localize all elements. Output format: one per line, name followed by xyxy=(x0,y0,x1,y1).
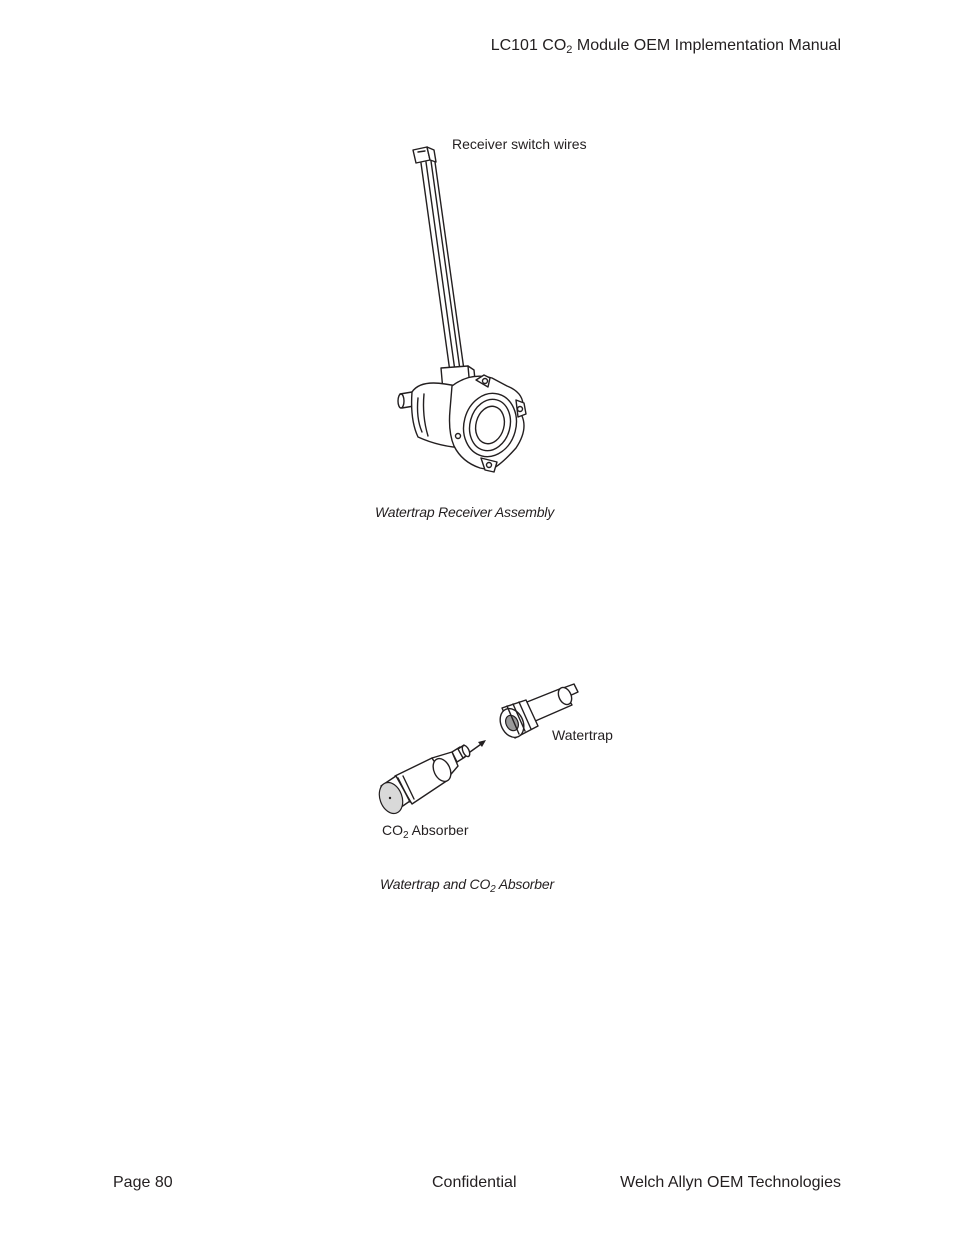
co2-absorber-label xyxy=(382,822,469,841)
confidential-notice: Confidential xyxy=(432,1174,517,1191)
company-name: Welch Allyn OEM Technologies xyxy=(620,1174,841,1191)
caption2-subscript: 2 xyxy=(490,884,496,895)
figure1-caption: Watertrap Receiver Assembly xyxy=(375,504,554,520)
caption2-post: Absorber xyxy=(495,876,554,892)
absorber-label-post: Absorber xyxy=(408,822,469,838)
watertrap-absorber-illustration xyxy=(370,680,590,820)
watertrap-receiver-illustration xyxy=(380,130,550,490)
header-title-post: Module OEM Implementation Manual xyxy=(572,37,841,54)
running-header xyxy=(491,37,841,55)
figure2-caption xyxy=(380,876,554,895)
absorber-label-subscript: 2 xyxy=(403,830,409,841)
caption2-pre: Watertrap and CO xyxy=(380,876,491,892)
watertrap-label: Watertrap xyxy=(552,727,613,743)
header-title-subscript: 2 xyxy=(566,44,573,56)
absorber-label-pre: CO xyxy=(382,822,403,838)
page-number: Page 80 xyxy=(113,1174,173,1191)
receiver-switch-wires-label: Receiver switch wires xyxy=(452,136,587,152)
header-title-pre: LC101 CO xyxy=(490,37,567,54)
